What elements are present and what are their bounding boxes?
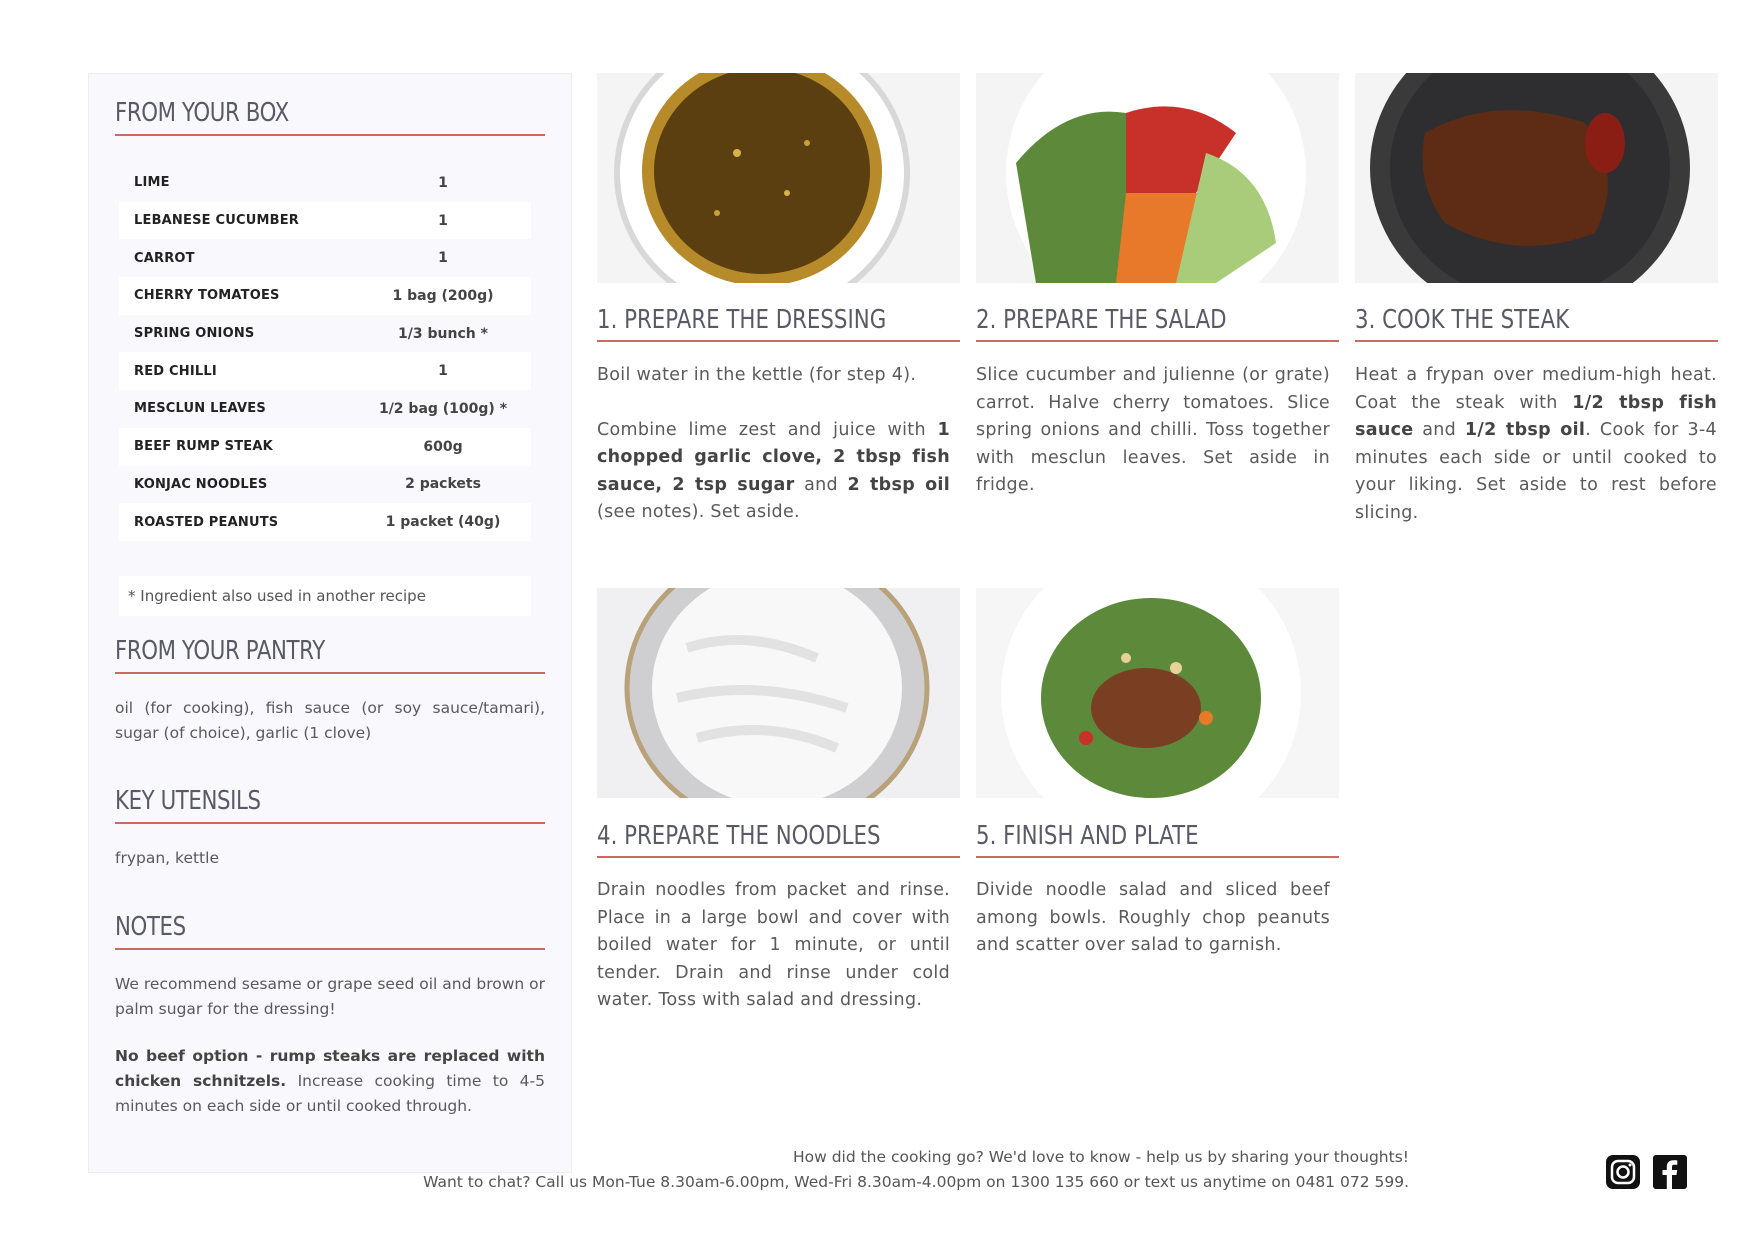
ingredient-name: CARROT [134, 250, 195, 266]
feedback-text: How did the cooking go? We'd love to know - help us by sharing your thoughts! [792, 1148, 1409, 1166]
ingredient-row [119, 164, 531, 202]
ingredient-row [119, 390, 531, 428]
step-3-text: Heat a frypan over medium-high heat. Coat the steak with 1/2 tbsp fish sauce and 1/2 tbsp oil. Cook for 3-4 minutes each side or until cooked to your liking. Set aside to rest before slicing. [1355, 365, 1717, 523]
ingredient-row [119, 315, 531, 353]
ingredient-qty: 1 bag (200g) [392, 287, 494, 304]
divider [115, 134, 545, 136]
finished-plate-photo [976, 588, 1339, 798]
ingredient-row [119, 428, 531, 466]
ingredient-qty: 1 [438, 174, 448, 191]
ingredient-qty: 1 [438, 212, 448, 229]
ingredient-qty: 1 [438, 250, 448, 267]
divider [115, 948, 545, 950]
divider [597, 856, 960, 858]
ingredient-row [119, 239, 531, 277]
divider [115, 822, 545, 824]
step-5-title: 5. FINISH AND PLATE [976, 821, 1199, 851]
salad-ingredients-photo [976, 73, 1339, 283]
step-3-title: 3. COOK THE STEAK [1355, 305, 1570, 335]
notes-bold: No beef option - rump steaks are replaced with chicken schnitzels. [115, 1047, 545, 1090]
ingredient-row [119, 202, 531, 240]
ingredient-row [119, 277, 531, 315]
steak-pan-photo [1355, 73, 1718, 283]
step-2-title: 2. PREPARE THE SALAD [976, 305, 1227, 335]
from-your-pantry-title: FROM YOUR PANTRY [115, 636, 325, 666]
ingredient-name: MESCLUN LEAVES [134, 401, 266, 417]
ingredient-row [119, 352, 531, 390]
ingredient-name: KONJAC NOODLES [134, 476, 268, 492]
divider [597, 340, 960, 342]
notes-title: NOTES [115, 912, 186, 942]
instagram-icon[interactable] [1605, 1154, 1641, 1190]
ingredient-footnote: * Ingredient also used in another recipe [119, 576, 531, 616]
ingredient-row [119, 466, 531, 504]
dressing-photo [597, 73, 960, 283]
ingredient-name: CHERRY TOMATOES [134, 288, 280, 304]
step-5-text: Divide noodle salad and sliced beef among bowls. Roughly chop peanuts and scatter over salad to garnish. [976, 880, 1330, 955]
ingredient-name: LIME [134, 175, 170, 191]
step-1-para-2: Combine lime zest and juice with 1 chopped garlic clove, 2 tbsp fish sauce, 2 tsp sugar and 2 tbsp oil (see notes). Set aside. [597, 419, 950, 522]
ingredient-qty: 600g [423, 438, 463, 455]
step-2-text: Slice cucumber and julienne (or grate) carrot. Halve cherry tomatoes. Slice spring onions and chilli. Toss together with mesclun leaves. Set aside in fridge. [976, 365, 1330, 495]
ingredient-qty: 2 packets [405, 476, 481, 493]
step-4-title: 4. PREPARE THE NOODLES [597, 821, 881, 851]
contact-text: Want to chat? Call us Mon-Tue 8.30am-6.00pm, Wed-Fri 8.30am-4.00pm on 1300 135 660 or text us anytime on 0481 072 599. [423, 1173, 1409, 1191]
ingredient-name: BEEF RUMP STEAK [134, 439, 273, 455]
noodles-strainer-photo [597, 588, 960, 798]
divider [115, 672, 545, 674]
step-4-text: Drain noodles from packet and rinse. Place in a large bowl and cover with boiled water for 1 minute, or until tender. Drain and rinse under cold water. Toss with salad and dressing. [597, 880, 950, 1010]
notes-text-1: We recommend sesame or grape seed oil and brown or palm sugar for the dressing! [115, 975, 545, 1018]
ingredient-name: LEBANESE CUCUMBER [134, 213, 299, 229]
ingredient-row [119, 503, 531, 541]
from-your-box-title: FROM YOUR BOX [115, 98, 289, 128]
ingredient-qty: 1 [438, 363, 448, 380]
divider [1355, 340, 1718, 342]
divider [976, 856, 1339, 858]
utensils-text: frypan, kettle [115, 849, 219, 867]
ingredient-name: ROASTED PEANUTS [134, 514, 279, 530]
ingredient-name: RED CHILLI [134, 363, 217, 379]
notes-text-2 [115, 1044, 545, 1119]
ingredient-qty: 1/2 bag (100g) * [378, 400, 508, 417]
divider [976, 340, 1339, 342]
ingredients-sidebar [88, 73, 572, 1173]
step-1-text [597, 362, 950, 527]
facebook-icon[interactable] [1652, 1154, 1688, 1190]
ingredient-name: SPRING ONIONS [134, 326, 255, 342]
key-utensils-title: KEY UTENSILS [115, 786, 261, 816]
ingredients-table [119, 164, 531, 541]
step-1-title: 1. PREPARE THE DRESSING [597, 305, 887, 335]
pantry-text: oil (for cooking), fish sauce (or soy sauce/tamari), sugar (of choice), garlic (1 clove) [115, 699, 545, 742]
ingredient-qty: 1/3 bunch * [398, 325, 488, 342]
notes-rest: Increase cooking time to 4-5 minutes on each side or until cooked through. [115, 1072, 545, 1115]
step-1-para-1: Boil water in the kettle (for step 4). [597, 365, 917, 385]
ingredient-qty: 1 packet (40g) [385, 514, 501, 531]
